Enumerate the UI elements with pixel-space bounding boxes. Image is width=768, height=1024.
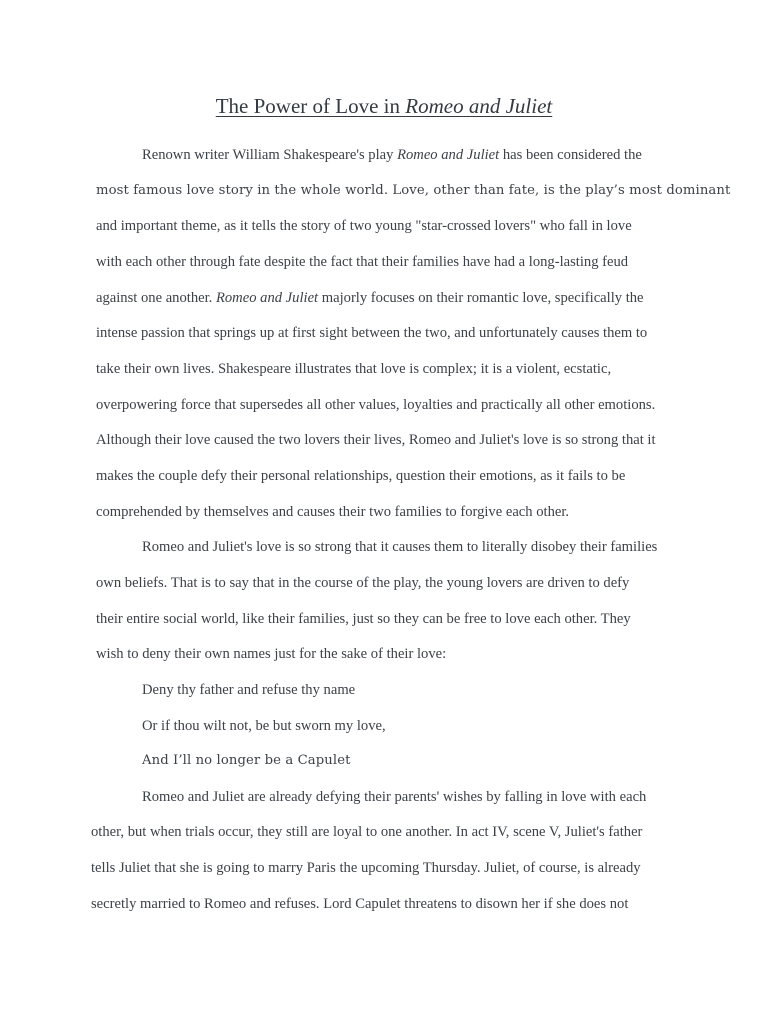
title-underline — [216, 94, 553, 118]
title-italic: Romeo and Juliet — [405, 94, 553, 118]
paragraph-line — [96, 288, 644, 308]
text-run: has been considered the — [499, 147, 642, 163]
paragraph-line: comprehended by themselves and causes their two families to forgive each other. — [96, 504, 570, 520]
paragraph-line: other, but when trials occur, they still are loyal to one another. In act IV, scene V, Juliet's father — [91, 824, 643, 840]
text-run: against one another. — [96, 290, 216, 306]
quote-line: Deny thy father and refuse thy name — [142, 682, 356, 698]
paragraph-line: Romeo and Juliet's love is so strong that it causes them to literally disobey their families — [142, 539, 658, 555]
paragraph-line: with each other through fate despite the fact that their families have had a long-lasting feud — [96, 254, 629, 270]
text-run: majorly focuses on their romantic love, specifically the — [318, 290, 644, 306]
italic-run: Romeo and Juliet — [397, 147, 500, 163]
paragraph-line: take their own lives. Shakespeare illustrates that love is complex; it is a violent, ecstatic, — [96, 361, 612, 377]
paragraph-line: makes the couple defy their personal relationships, question their emotions, as it fails to be — [96, 468, 626, 484]
title-plain: The Power of Love in — [215, 94, 406, 118]
paragraph-line: intense passion that springs up at first sight between the two, and unfortunately causes them to — [96, 325, 648, 341]
paragraph-line: Romeo and Juliet are already defying their parents' wishes by falling in love with each — [142, 789, 647, 805]
quote-line: Or if thou wilt not, be but sworn my love, — [142, 718, 386, 734]
paragraph-line: secretly married to Romeo and refuses. Lord Capulet threatens to disown her if she does not — [91, 896, 629, 912]
page-title — [0, 92, 768, 120]
paragraph-line: tells Juliet that she is going to marry Paris the upcoming Thursday. Juliet, of course, is already — [91, 860, 641, 876]
italic-run: Romeo and Juliet — [215, 290, 319, 306]
paragraph-line: own beliefs. That is to say that in the course of the play, the young lovers are driven to defy — [96, 575, 630, 591]
paragraph-line: their entire social world, like their families, just so they can be free to love each other. They — [96, 611, 631, 627]
quote-line: And I’ll no longer be a Capulet — [142, 753, 351, 768]
paragraph-line: and important theme, as it tells the story of two young "star-crossed lovers" who fall in love — [96, 218, 632, 234]
paragraph-line — [142, 145, 642, 165]
text-run: Renown writer William Shakespeare's play — [142, 147, 398, 163]
paragraph-line: Although their love caused the two lovers their lives, Romeo and Juliet's love is so strong that it — [96, 432, 656, 448]
paragraph-line: most famous love story in the whole world. Love, other than fate, is the play’s most dominant — [96, 183, 731, 198]
paragraph-line: overpowering force that supersedes all other values, loyalties and practically all other emotions. — [96, 397, 656, 413]
paragraph-line: wish to deny their own names just for the sake of their love: — [96, 646, 447, 662]
